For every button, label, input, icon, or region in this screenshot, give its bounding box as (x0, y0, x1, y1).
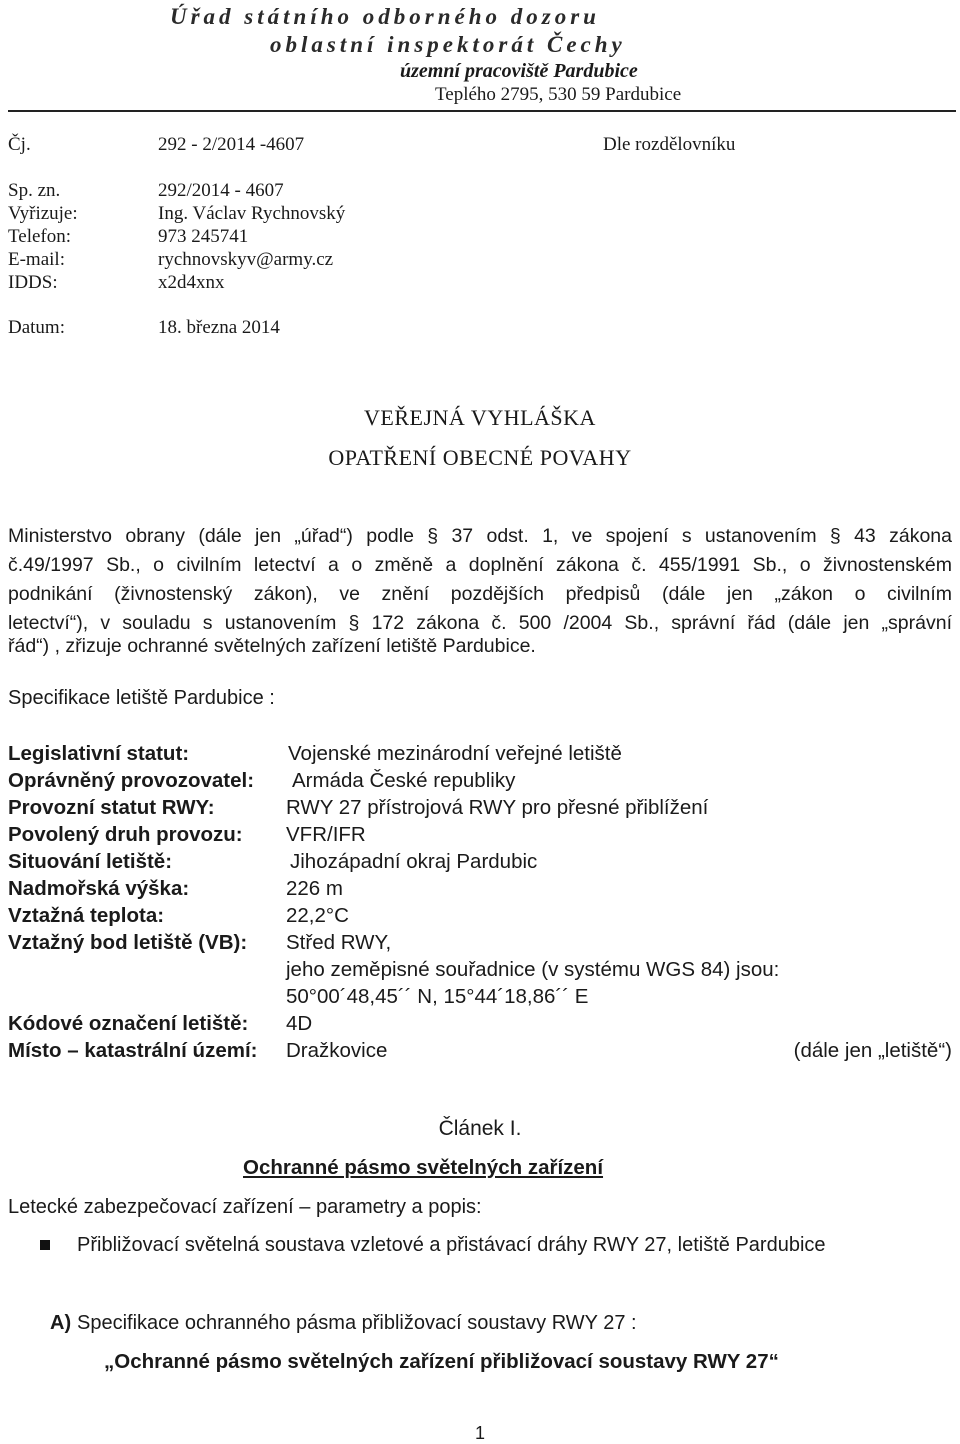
spec-label: Kódové označení letiště: (8, 1012, 249, 1035)
square-bullet-icon (40, 1240, 50, 1250)
article-title: Ochranné pásmo světelných zařízení (243, 1156, 604, 1179)
spec-label: Vztažná teplota: (8, 904, 165, 927)
spec-value: 22,2°C (286, 904, 349, 927)
header-line-authority: Úřad státního odborného dozoru (170, 4, 600, 29)
header-line-office: územní pracoviště Pardubice (400, 60, 638, 82)
intro-line-4: letectví“), v souladu s ustanovením § 172 zákona č. 500 /2004 Sb., správní řád (dále jen „správní (8, 612, 952, 634)
spec-value: jeho zeměpisné souřadnice (v systému WGS 84) jsou: (286, 958, 780, 981)
datum-label: Datum: (8, 317, 65, 338)
spec-row (8, 904, 952, 932)
vyrizuje-label: Vyřizuje: (8, 203, 78, 224)
spec-value: 226 m (286, 877, 343, 900)
cj-value: 292 - 2/2014 -4607 (158, 134, 305, 155)
spec-row (8, 850, 952, 878)
spec-value: Vojenské mezinárodní veřejné letiště (288, 742, 622, 765)
intro-line-1: Ministerstvo obrany (dále jen „úřad“) podle § 37 odst. 1, ve spojení s ustanovením § 43 zákona (8, 525, 952, 547)
intro-line-2: č.49/1997 Sb., o civilním letectví a o změně a doplnění zákona č. 455/1991 Sb., o živnostenském (8, 554, 952, 576)
spec-value: 4D (286, 1012, 313, 1035)
main-title: VEŘEJNÁ VYHLÁŠKA (364, 405, 596, 430)
article-subtitle: Letecké zabezpečovací zařízení – parametry a popis: (8, 1196, 482, 1218)
spec-value: Jihozápadní okraj Pardubic (290, 850, 538, 873)
spec-row (8, 823, 952, 851)
spec-row (8, 769, 952, 797)
header-divider (8, 110, 956, 112)
header-line-address: Teplého 2795, 530 59 Pardubice (435, 84, 682, 105)
spec-label: Oprávněný provozovatel: (8, 769, 255, 792)
spzn-value: 292/2014 - 4607 (158, 180, 284, 201)
spec-row (8, 1012, 952, 1040)
intro-line-5: řád“) , zřizuje ochranné světelných zařízení letiště Pardubice. (8, 635, 536, 657)
spec-row (8, 1039, 952, 1067)
spec-value: Dražkovice (286, 1039, 388, 1062)
header-line-inspectorate: oblastní inspektorát Čechy (270, 32, 626, 57)
spec-row (8, 931, 952, 959)
spzn-label: Sp. zn. (8, 180, 61, 201)
telefon-value: 973 245741 (158, 226, 249, 247)
spec-value: VFR/IFR (286, 823, 366, 846)
vyrizuje-value: Ing. Václav Rychnovský (158, 203, 346, 224)
coordinates-value: 50°00´48,45´´ N, 15°44´18,86´´ E (286, 985, 589, 1008)
intro-line-3: podnikání (živnostenský zákon), ve znění pozdějších předpisů (dále jen „zákon o civilním (8, 583, 952, 605)
section-a-title: „Ochranné pásmo světelných zařízení přibližovací soustavy RWY 27“ (104, 1350, 779, 1373)
spec-label: Povolený druh provozu: (8, 823, 243, 846)
spec-value: Armáda České republiky (292, 769, 516, 792)
spec-value: Střed RWY, (286, 931, 392, 954)
bullet-item: Přibližovací světelná soustava vzletové a přistávací dráhy RWY 27, letiště Pardubice (77, 1234, 826, 1256)
recipient: Dle rozdělovníku (603, 134, 736, 155)
spec-heading: Specifikace letiště Pardubice : (8, 687, 275, 709)
datum-value: 18. března 2014 (158, 317, 280, 338)
spec-row (8, 796, 952, 824)
spec-row (8, 877, 952, 905)
idds-label: IDDS: (8, 272, 58, 293)
email-value[interactable]: rychnovskyv@army.cz (158, 249, 334, 270)
cj-label: Čj. (8, 134, 31, 155)
section-a-text: Specifikace ochranného pásma přibližovací soustavy RWY 27 : (77, 1312, 637, 1334)
spec-value: RWY 27 přístrojová RWY pro přesné přiblížení (286, 796, 709, 819)
telefon-label: Telefon: (8, 226, 72, 247)
spec-row (8, 742, 952, 770)
idds-value: x2d4xnx (158, 272, 225, 293)
spec-row (8, 985, 952, 1013)
article-number: Článek I. (438, 1117, 522, 1140)
spec-label: Místo – katastrální území: (8, 1039, 258, 1062)
spec-label: Legislativní statut: (8, 742, 190, 765)
spec-label: Nadmořská výška: (8, 877, 190, 900)
sub-title: OPATŘENÍ OBECNÉ POVAHY (328, 445, 632, 470)
spec-label: Vztažný bod letiště (VB): (8, 931, 248, 954)
spec-row (8, 958, 952, 986)
spec-label: Situování letiště: (8, 850, 173, 873)
spec-note: (dále jen „letiště“) (793, 1039, 952, 1062)
spec-label: Provozní statut RWY: (8, 796, 215, 819)
section-a-label: A) (50, 1312, 72, 1334)
email-label: E-mail: (8, 249, 65, 270)
page-number: 1 (474, 1423, 485, 1443)
